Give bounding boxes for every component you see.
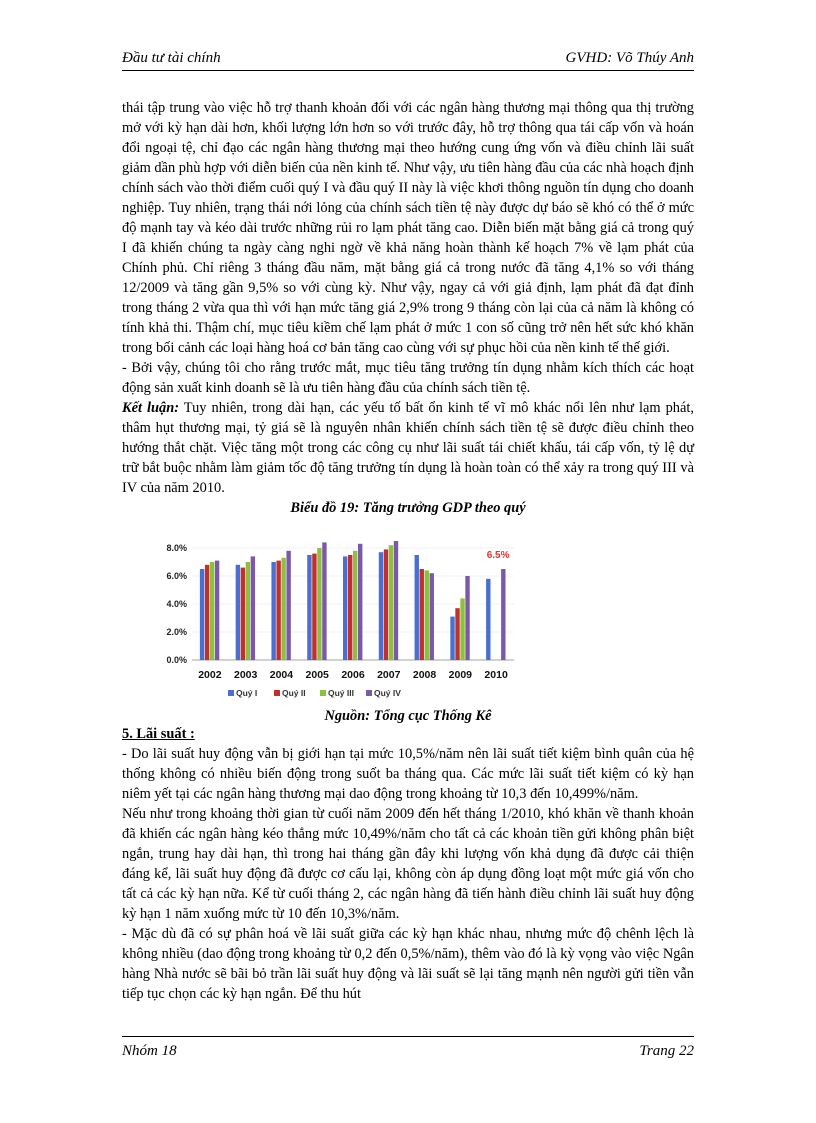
- bar-2002-q2: [205, 565, 209, 660]
- paragraph: - Do lãi suất huy động vẫn bị giới hạn tại mức 10,5%/năm nên lãi suất tiết kiệm bình quân của hệ thống không có nhiều biến động trong suốt ba tháng qua. Các mức lãi suất tiết kiệm có kỳ hạn niêm yết tại các ngân hàng thương mại dao động trong khoảng từ 10,3 đến 10,499%/năm.: [122, 746, 694, 802]
- bar-2010-q4: [501, 569, 505, 660]
- bar-2006-q1: [343, 556, 347, 660]
- legend-swatch: [274, 690, 280, 696]
- x-tick-label: 2009: [448, 669, 473, 681]
- gdp-chart: [152, 522, 524, 704]
- conclusion-label: Kết luận:: [122, 400, 180, 416]
- bar-2006-q4: [358, 544, 362, 660]
- x-tick-label: 2007: [377, 669, 401, 681]
- x-tick-label: 2004: [269, 669, 294, 681]
- conclusion-paragraph: [122, 398, 694, 498]
- y-tick-label: 8.0%: [166, 543, 187, 553]
- bar-2005-q2: [312, 554, 316, 660]
- bar-2007-q2: [384, 549, 388, 660]
- bar-2008-q3: [425, 570, 429, 660]
- bar-2004-q3: [281, 558, 285, 660]
- footer-group: Nhóm 18: [122, 1043, 177, 1059]
- bar-2009-q4: [465, 576, 469, 660]
- bar-2003-q2: [241, 568, 245, 660]
- legend-swatch: [320, 690, 326, 696]
- footer-page-number: Trang 22: [639, 1043, 694, 1059]
- bar-2005-q3: [317, 548, 321, 660]
- page-footer: [122, 1036, 694, 1059]
- bar-2007-q4: [394, 541, 398, 660]
- bar-2003-q1: [236, 565, 240, 660]
- paragraph: thái tập trung vào việc hỗ trợ thanh khoản đối với các ngân hàng thương mại thông qua thị trường mở với kỳ hạn dài hơn, khối lượng lớn hơn so với trước đây, hỗ trợ thông qua tái cấp vốn và hoán đổi ngoại tệ, chỉ đạo các ngân hàng thương mại theo hướng cung ứng vốn và điều chỉnh lãi suất giảm dần phù hợp với diễn biến của nền kinh tế. Như vậy, ưu tiên hàng đầu của các nhà hoạch định chính sách vào thời điểm cuối quý I và đầu quý II này là việc khơi thông nguồn tín dụng cho doanh nghiệp. Tuy nhiên, trạng thái nới lỏng của chính sách tiền tệ này được dự báo sẽ khó có thể ở mức độ mạnh tay và kéo dài trước những rủi ro lạm phát tăng cao. Diễn biến mặt bằng giá cả trong quý I đã khiến chúng ta ngày càng nghi ngờ về khả năng hoàn thành kế hoạch 7% về lạm phát của Chính phủ. Chỉ riêng 3 tháng đầu năm, mặt bằng giá cả trong nước đã tăng 4,1% so với tháng 12/2009 và tăng gần 9,5% so với cùng kỳ. Như vậy, ngay cả với giả định, lạm phát đã đạt đỉnh trong tháng 2 vừa qua thì với hạn mức tăng giá 2,9% trong 9 tháng còn lại của cả năm là không có tính khả thi. Thậm chí, mục tiêu kiềm chế lạm phát ở mức 1 con số cũng trở nên hết sức khó khăn trong bối cảnh các loại hàng hoá cơ bản tăng cao cùng với sự phục hồi của nền kinh tế thế giới.: [122, 100, 694, 356]
- bar-2008-q1: [415, 555, 419, 660]
- bar-2004-q2: [276, 561, 280, 660]
- legend-label: Quý II: [282, 688, 306, 698]
- bar-2007-q3: [389, 545, 393, 660]
- section-heading: 5. Lãi suất :: [122, 726, 195, 742]
- paragraph: - Mặc dù đã có sự phân hoá về lãi suất giữa các kỳ hạn khác nhau, nhưng mức độ chênh lệch là không nhiều (dao động trong khoảng từ 0,2 đến 0,5%/năm), thêm vào đó là kỳ vọng vào việc Ngân hàng Nhà nước sẽ bãi bỏ trần lãi suất huy động và lãi suất sẽ lại tăng mạnh nên người gửi tiền vẫn tiếp tục chọn các kỳ hạn ngắn. Để thu hút: [122, 926, 694, 1002]
- chart-title: Biểu đồ 19: Tăng trưởng GDP theo quý: [290, 500, 526, 516]
- y-tick-label: 2.0%: [166, 627, 187, 637]
- bar-2008-q4: [430, 573, 434, 660]
- y-tick-label: 6.0%: [166, 571, 187, 581]
- x-tick-label: 2006: [341, 669, 365, 681]
- legend-label: Quý I: [236, 688, 258, 698]
- bar-2009-q3: [460, 598, 464, 660]
- bar-2009-q1: [450, 617, 454, 660]
- header-course: Đầu tư tài chính: [122, 50, 221, 66]
- body-top: [122, 98, 694, 498]
- y-tick-label: 0.0%: [166, 655, 187, 665]
- body-section5: [122, 744, 694, 1004]
- legend-label: Quý III: [328, 688, 354, 698]
- legend-swatch: [228, 690, 234, 696]
- legend-swatch: [366, 690, 372, 696]
- x-tick-label: 2005: [305, 669, 329, 681]
- x-tick-label: 2010: [484, 669, 508, 681]
- paragraph: Nếu như trong khoảng thời gian từ cuối năm 2009 đến hết tháng 1/2010, khó khăn về thanh khoản đã khiến các ngân hàng kéo thẳng mức 10,49%/năm cho tất cả các khoản tiền gửi không phân biệt ngắn, trung hay dài hạn, thì trong hai tháng gần đây khi lượng vốn khả dụng đã được cải thiện đáng kể, lãi suất huy động đã được cơ cấu lại, không còn áp dụng đồng loạt một mức giá vốn cho tất cả các kỳ hạn nữa. Kể từ cuối tháng 2, các ngân hàng đã tiến hành điều chỉnh lãi suất huy động kỳ hạn 1 năm xuống mức từ 10 đến 10,3%/năm.: [122, 806, 694, 922]
- bar-2004-q1: [271, 562, 275, 660]
- bar-2009-q2: [455, 608, 459, 660]
- bar-2008-q2: [420, 569, 424, 660]
- y-tick-label: 4.0%: [166, 599, 187, 609]
- bar-2006-q2: [348, 555, 352, 660]
- header-instructor: GVHD: Võ Thúy Anh: [565, 50, 694, 66]
- bar-2002-q1: [200, 569, 204, 660]
- x-tick-label: 2002: [198, 669, 222, 681]
- annotation-label: 6.5%: [486, 550, 510, 561]
- chart-source: Nguồn: Tổng cục Thống Kê: [324, 708, 492, 724]
- bar-2005-q1: [307, 555, 311, 660]
- legend-label: Quý IV: [374, 688, 401, 698]
- conclusion-text: Tuy nhiên, trong dài hạn, các yếu tố bất ổn kinh tế vĩ mô khác nổi lên như lạm phát, thâm hụt thương mại, tỷ giá sẽ là nguyên nhân khiến chính sách tiền tệ sẽ được điều chỉnh theo hướng thắt chặt. Việc tăng một trong các công cụ như lãi suất tái chiết khấu, tái cấp vốn, tỷ lệ dự trữ bắt buộc nhằm làm giảm tốc độ tăng trưởng tín dụng là hoàn toàn có thể xảy ra trong quý III và IV của năm 2010.: [122, 400, 694, 496]
- bar-2003-q4: [251, 556, 255, 660]
- bar-2004-q4: [286, 551, 290, 660]
- bar-2005-q4: [322, 542, 326, 660]
- bar-2002-q3: [210, 562, 214, 660]
- bar-2007-q1: [379, 552, 383, 660]
- bar-2010-q1: [486, 579, 490, 660]
- bar-2003-q3: [246, 562, 250, 660]
- page-header: [122, 48, 694, 71]
- chart-svg: [152, 522, 524, 704]
- x-tick-label: 2003: [233, 669, 258, 681]
- x-tick-label: 2008: [412, 669, 437, 681]
- bar-2002-q4: [215, 561, 219, 660]
- bar-2006-q3: [353, 551, 357, 660]
- paragraph: - Bởi vậy, chúng tôi cho rằng trước mắt, mục tiêu tăng trưởng tín dụng nhằm kích thích các hoạt động sản xuất kinh doanh sẽ là ưu tiên hàng đầu của chính sách tiền tệ.: [122, 360, 694, 396]
